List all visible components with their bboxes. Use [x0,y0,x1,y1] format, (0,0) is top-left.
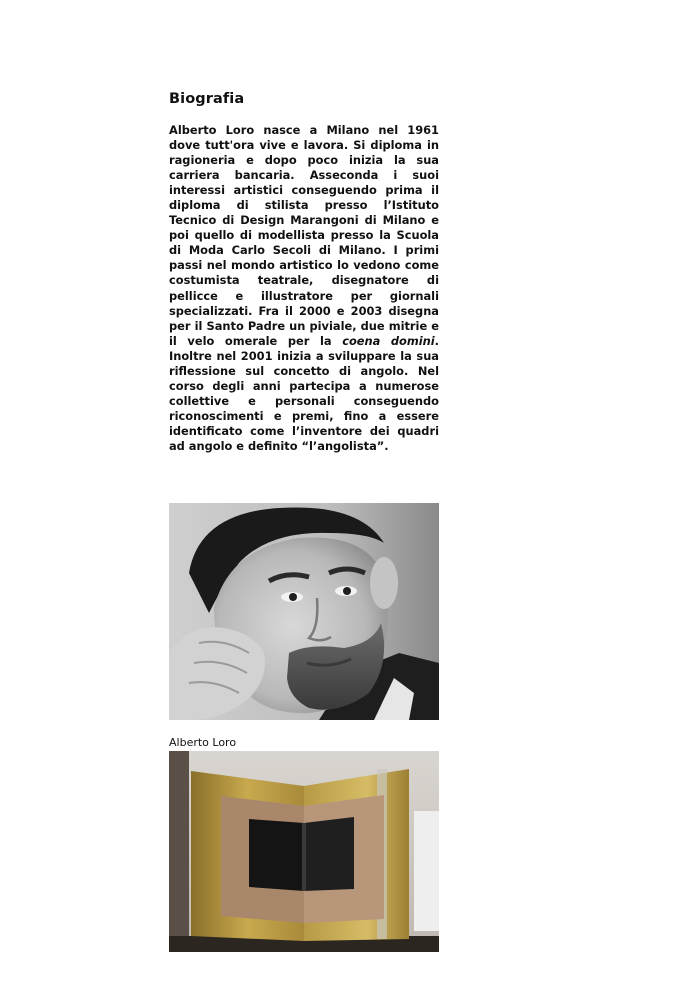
portrait-caption: Alberto Loro [169,736,237,749]
biography-heading: Biografia [169,91,245,107]
biography-text-italic: coena domini [342,333,435,348]
biography-text-part1: Alberto Loro nasce a Milano nel 1961 dove tutt'ora vive e lavora. Si diploma in ragioneria e dopo poco inizia la sua carriera bancaria. Asseconda i suoi interessi artistici conseguendo prima il diploma di stilista presso l’Istituto Tecnico di Design Marangoni di Milano e poi quello di modellista presso la Scuola di Moda Carlo Secoli di Milano. I primi passi nel mondo artistico lo vedono come costumista teatrale, disegnatore di pellicce e illustratore per giornali specializzati. Fra il 2000 e 2003 disegna per il Santo Padre un piviale, due mitrie e il velo omerale per la [169,123,439,348]
artwork-photo [169,751,439,952]
biography-text-part2: . Inoltre nel 2001 inizia a sviluppare la sua riflessione sul concetto di angolo. Nel corso degli anni partecipa a numerose collettive e personali conseguendo riconoscimenti e premi, fino a essere identificato come l’inventore dei quadri ad angolo e definito “l’angolista”. [169,333,439,453]
portrait-photo [169,503,439,720]
biography-text [169,123,439,454]
